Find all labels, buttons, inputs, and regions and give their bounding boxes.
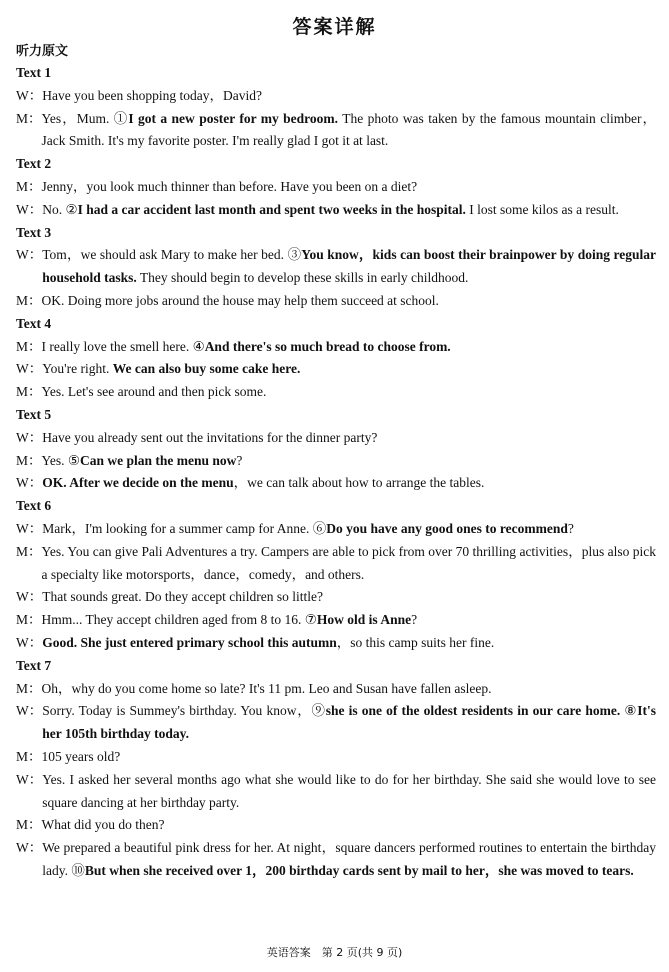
speaker-label: W：: [16, 589, 43, 605]
dialogue-segment: I lost some kilos as a result.: [465, 201, 619, 217]
dialogue-text: [42, 700, 656, 746]
dialogue-segment: We prepared a beautiful pink dress for her. At night，square dancers performed routines to entertain the birthday lady. ⑩: [42, 840, 656, 878]
text-heading: Text 5: [16, 406, 52, 422]
speaker-label: M：: [16, 384, 42, 400]
key-answer-text: I had a car accident last month and spent two weeks in the hospital.: [77, 201, 466, 217]
dialogue-text: [42, 450, 656, 473]
text-heading: Text 1: [16, 65, 52, 80]
speaker-label: W：: [16, 520, 43, 536]
dialogue-line: [16, 541, 656, 587]
key-answer-text: Good. She just entered primary school this autumn: [42, 634, 337, 650]
speaker-label: W：: [16, 771, 43, 787]
key-answer-text: And there's so much bread to choose from.: [204, 338, 451, 354]
speaker-label: M：: [16, 748, 42, 764]
speaker-label: M：: [16, 178, 42, 194]
dialogue-line: [16, 518, 656, 541]
dialogue-segment: Jenny，you look much thinner than before. Have you been on a diet?: [41, 178, 418, 194]
text-heading: Text 7: [16, 657, 52, 673]
dialogue-text: [42, 85, 656, 108]
key-answer-text: OK. After we decide on the menu: [42, 475, 234, 491]
dialogue-segment: Hmm... They accept children aged from 8 to 16. ⑦: [41, 612, 317, 628]
key-answer-text: But when she received over 1，200 birthday cards sent by mail to her，she was moved to tears.: [84, 862, 634, 878]
dialogue-text: [42, 108, 656, 154]
speaker-label: W：: [16, 840, 43, 856]
dialogue-line: [16, 769, 656, 815]
page-title: 答案详解: [292, 16, 377, 38]
dialogue-text: [42, 746, 656, 769]
dialogue-segment: Yes，Mum. ①: [41, 110, 129, 126]
section-heading: 听力原文: [16, 44, 69, 59]
text-heading: Text 4: [16, 315, 52, 331]
key-answer-text: You know，kids can boost their brainpower by doing regular household tasks.: [42, 247, 656, 286]
dialogue-segment: Have you already sent out the invitations for the dinner party?: [42, 429, 378, 445]
speaker-label: M：: [16, 680, 42, 696]
speaker-label: W：: [16, 429, 43, 445]
key-answer-text: How old is Anne: [316, 612, 412, 628]
dialogue-line: [16, 108, 656, 154]
dialogue-text: [42, 632, 656, 655]
key-answer-text: We can also buy some cake here.: [112, 361, 301, 377]
dialogue-line: [16, 609, 656, 632]
dialogue-segment: That sounds great. Do they accept children so little?: [42, 589, 324, 605]
dialogue-segment: Tom，we should ask Mary to make her bed. ③: [42, 247, 302, 263]
dialogue-segment: Oh，why do you come home so late? It's 11 pm. Leo and Susan have fallen asleep.: [41, 680, 492, 696]
dialogue-text: [42, 769, 656, 815]
page-footer: 英语答案 第 2 页(共 9 页): [266, 946, 403, 959]
dialogue-line: [16, 814, 656, 837]
dialogue-segment: What did you do then?: [41, 817, 165, 833]
speaker-label: M：: [16, 292, 42, 308]
dialogue-segment: The photo was taken by the famous mountain climber，Jack Smith. It's my favorite poster. I'm really glad I got it at last.: [41, 110, 656, 149]
dialogue-segment: Yes. You can give Pali Adventures a try. Campers are able to pick from over 70 thrilling activities，plus also pick a specialty like motorsports，dance，comedy，and others.: [41, 543, 656, 582]
dialogue-segment: Sorry. Today is Summey's birthday. You know，⑨: [42, 703, 326, 719]
speaker-label: M：: [16, 543, 42, 559]
dialogue-line: [16, 746, 656, 769]
speaker-label: M：: [16, 110, 42, 126]
dialogue-segment: OK. Doing more jobs around the house may help them succeed at school.: [41, 292, 439, 308]
dialogue-text: [42, 336, 656, 359]
dialogue-segment: ?: [236, 452, 243, 468]
speaker-label: M：: [16, 612, 42, 628]
dialogue-line: [16, 336, 656, 359]
dialogue-text: [42, 290, 656, 313]
key-answer-text: I got a new poster for my bedroom.: [128, 110, 339, 126]
dialogue-text: [42, 586, 656, 609]
dialogue-text: [42, 176, 656, 199]
dialogue-text: [42, 814, 656, 837]
dialogue-segment: ?: [567, 520, 574, 536]
key-answer-text: It's her 105th birthday today.: [42, 703, 657, 742]
key-answer-text: she is one of the oldest residents in our care home.: [325, 703, 621, 719]
dialogue-text: [42, 609, 656, 632]
dialogue-text: [42, 358, 656, 381]
text-heading: Text 6: [16, 498, 52, 514]
dialogue-segment: Yes. ⑤: [41, 452, 81, 468]
dialogue-line: [16, 837, 656, 883]
speaker-label: W：: [16, 201, 43, 217]
dialogue-line: [16, 586, 656, 609]
dialogue-segment: No. ②: [42, 201, 78, 217]
speaker-label: W：: [16, 87, 43, 103]
dialogue-text: [42, 541, 656, 587]
key-answer-text: Can we plan the menu now: [80, 452, 237, 468]
speaker-label: W：: [16, 475, 43, 491]
dialogue-text: [42, 472, 656, 495]
dialogue-text: [42, 837, 656, 883]
speaker-label: W：: [16, 361, 43, 377]
key-answer-text: Do you have any good ones to recommend: [326, 520, 568, 536]
dialogue-line: [16, 290, 656, 313]
dialogue-text: [42, 427, 656, 450]
dialogue-line: [16, 176, 656, 199]
dialogue-line: [16, 472, 656, 495]
dialogue-segment: 105 years old?: [41, 748, 121, 764]
speaker-label: M：: [16, 452, 42, 468]
dialogue-text: [42, 518, 656, 541]
dialogue-segment: Yes. I asked her several months ago what she would like to do for her birthday. She said she would love to see square dancing at her birthday party.: [42, 771, 656, 810]
dialogue-line: [16, 632, 656, 655]
dialogue-text: [42, 199, 656, 222]
dialogue-line: [16, 199, 656, 222]
dialogue-segment: You're right.: [42, 361, 113, 377]
speaker-label: W：: [16, 247, 43, 263]
dialogue-line: [16, 700, 656, 746]
dialogue-line: [16, 427, 656, 450]
dialogue-segment: They should begin to develop these skills in early childhood.: [136, 270, 469, 286]
dialogue-segment: ?: [411, 612, 418, 628]
text-heading: Text 2: [16, 156, 52, 172]
speaker-label: M：: [16, 817, 42, 833]
dialogue-text: [42, 678, 656, 701]
transcript: [16, 62, 656, 883]
dialogue-line: [16, 450, 656, 473]
dialogue-line: [16, 85, 656, 108]
dialogue-line: [16, 381, 656, 404]
dialogue-segment: ，so this camp suits her fine.: [336, 634, 495, 650]
dialogue-segment: I really love the smell here. ④: [41, 338, 205, 354]
dialogue-segment: ⑧: [620, 703, 638, 719]
dialogue-segment: ，we can talk about how to arrange the tables.: [233, 475, 485, 491]
dialogue-text: [42, 381, 656, 404]
dialogue-line: [16, 358, 656, 381]
dialogue-segment: Have you been shopping today，David?: [42, 87, 262, 103]
dialogue-line: [16, 678, 656, 701]
dialogue-text: [42, 244, 656, 290]
text-heading: Text 3: [16, 224, 52, 240]
dialogue-segment: Yes. Let's see around and then pick some.: [41, 384, 267, 400]
speaker-label: W：: [16, 634, 43, 650]
dialogue-line: [16, 244, 656, 290]
dialogue-segment: Mark，I'm looking for a summer camp for Anne. ⑥: [42, 520, 327, 536]
speaker-label: M：: [16, 338, 42, 354]
speaker-label: W：: [16, 703, 43, 719]
